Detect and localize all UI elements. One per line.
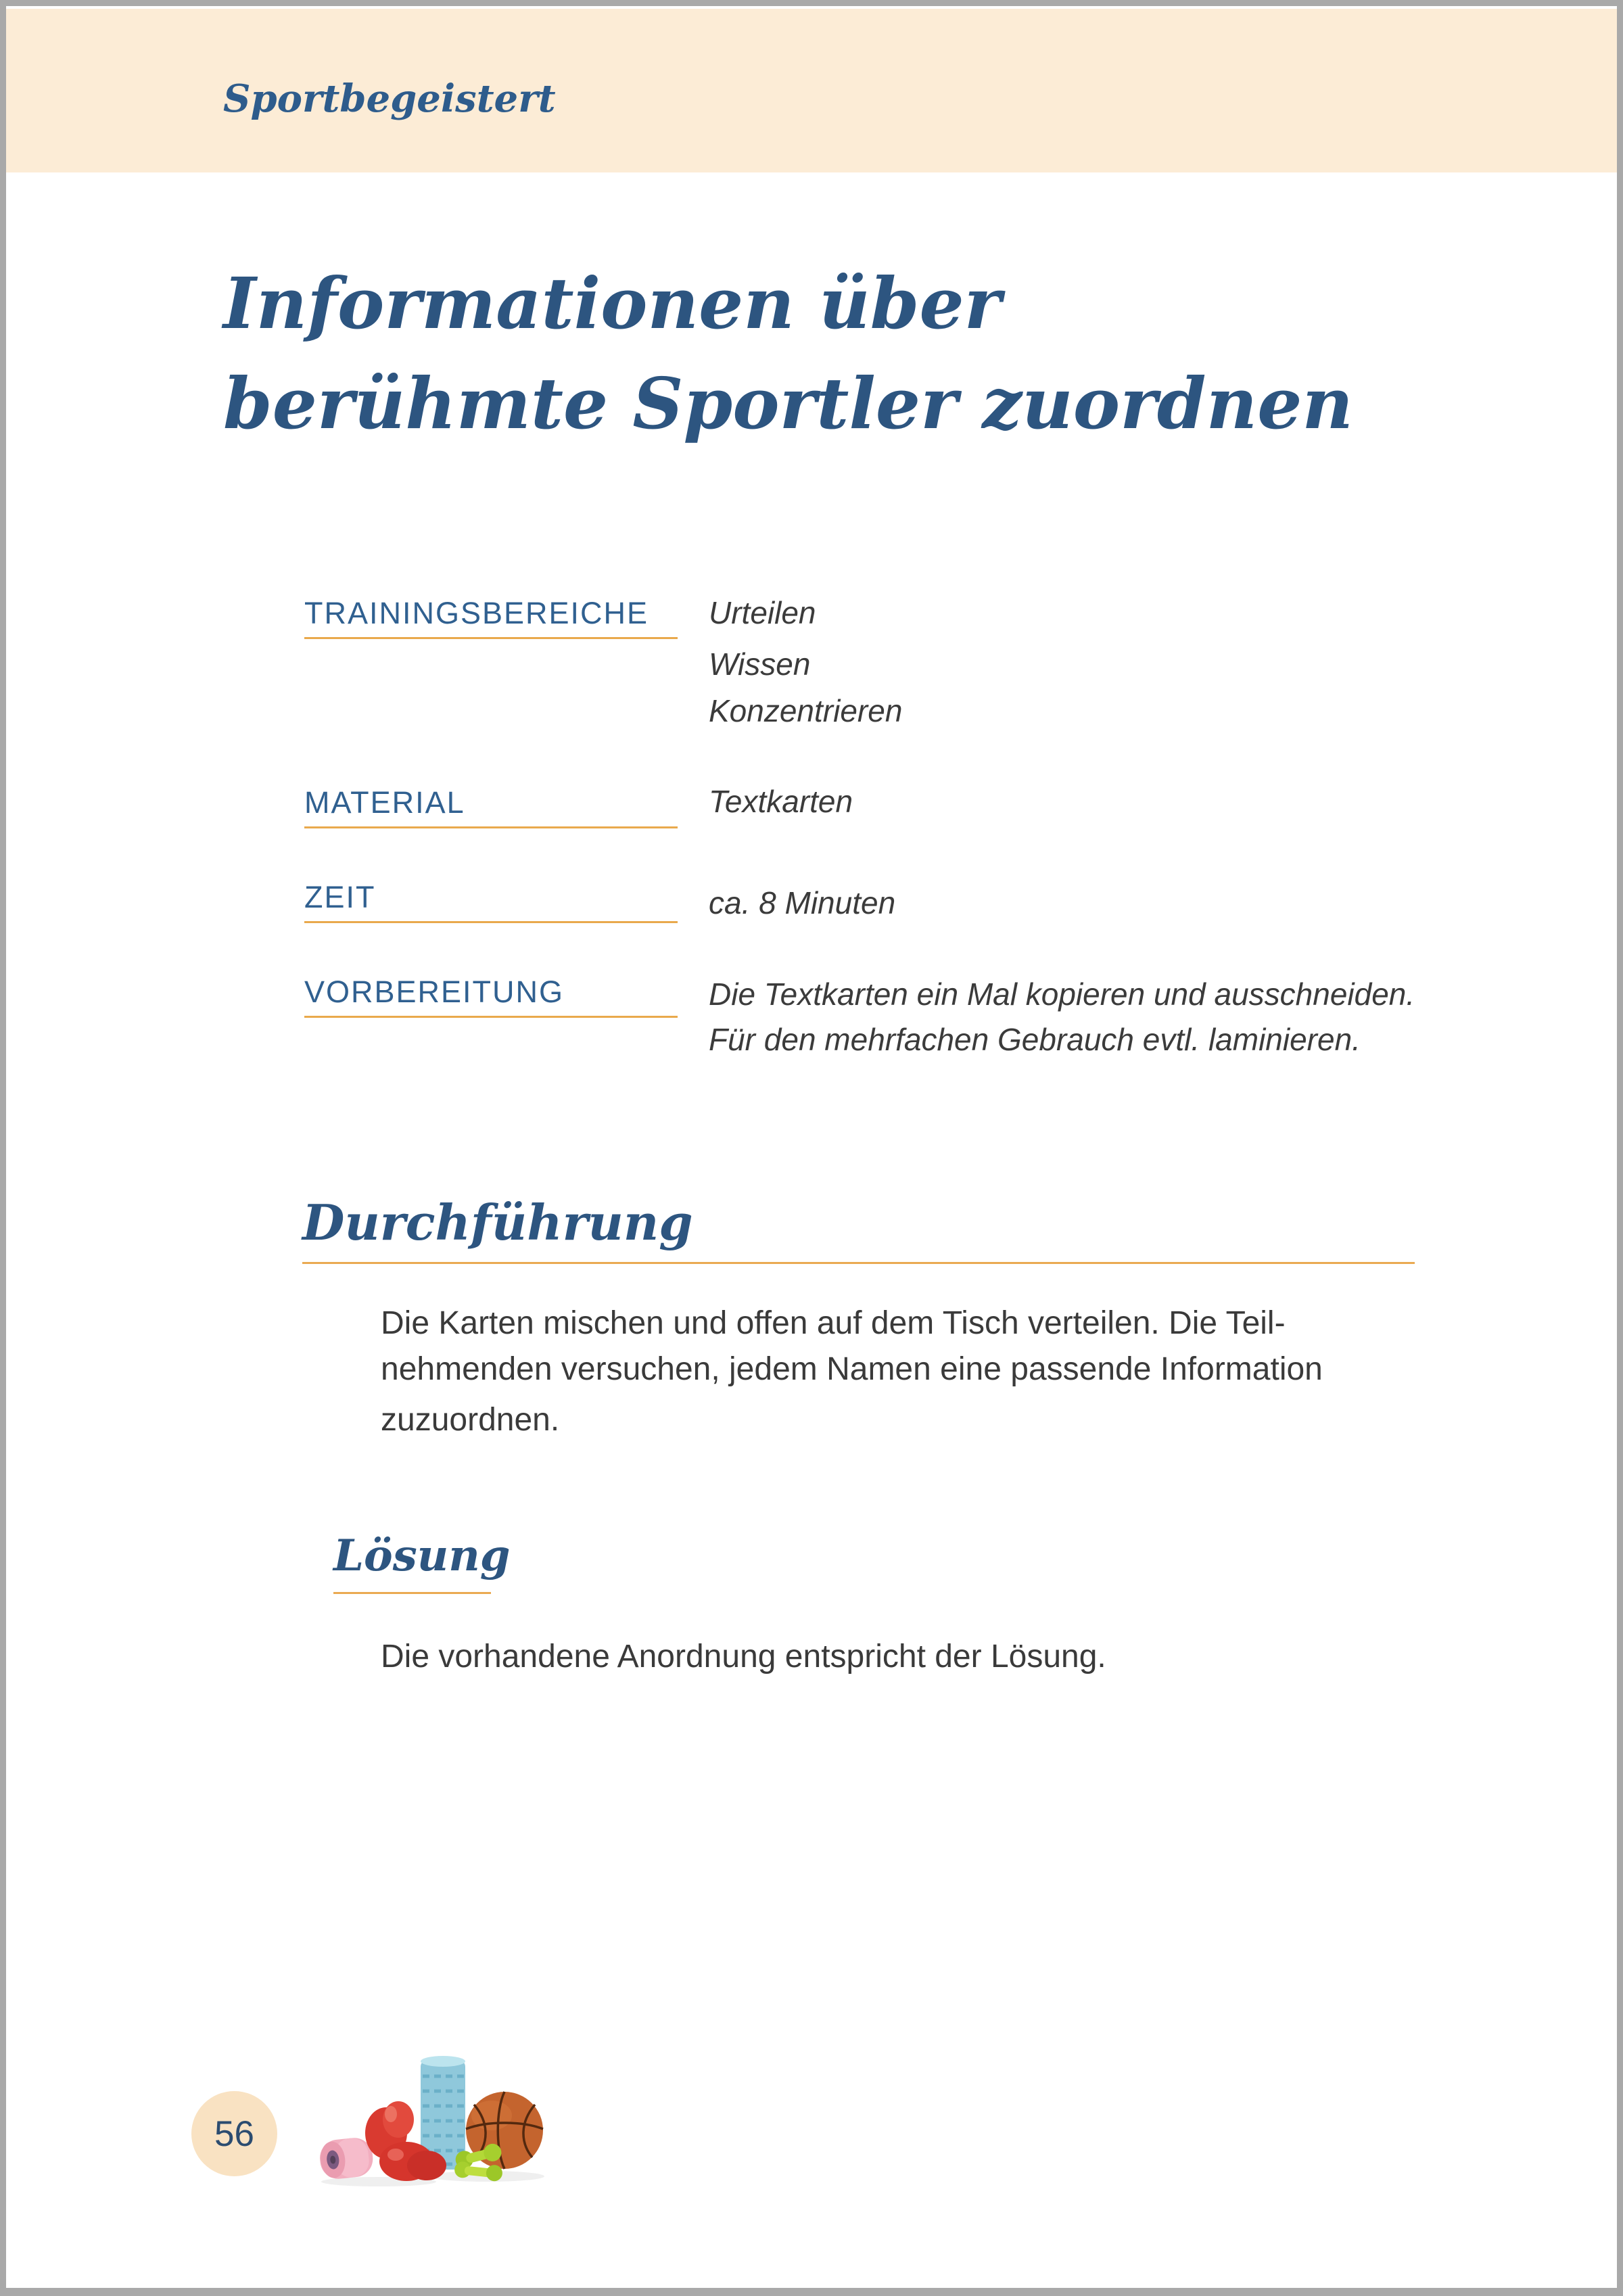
page-number-badge xyxy=(191,2091,277,2176)
section-rule xyxy=(302,1262,1415,1264)
meta-value: Konzentrieren xyxy=(709,693,903,728)
yoga-mat-icon xyxy=(318,2136,375,2181)
meta-value: Die Textkarten ein Mal kopieren und ausschneiden. xyxy=(709,977,1415,1012)
paragraph-line: nehmenden versuchen, jedem Namen eine passende Information xyxy=(381,1351,1323,1387)
page-number: 56 xyxy=(214,2113,254,2154)
header-band xyxy=(6,9,1617,172)
section-heading-durchfuehrung: Durchführung xyxy=(302,1194,693,1251)
meta-value: Urteilen xyxy=(709,595,816,630)
meta-value: Für den mehrfachen Gebrauch evtl. laminieren. xyxy=(709,1022,1361,1057)
meta-value: ca. 8 Minuten xyxy=(709,885,896,920)
page-title-line-2: berühmte Sportler zuordnen xyxy=(223,362,1354,445)
paragraph-line: Die vorhandene Anordnung entspricht der Lösung. xyxy=(381,1639,1106,1674)
meta-label-vorbereitung: VORBEREITUNG xyxy=(304,975,678,1018)
section-heading-loesung: Lösung xyxy=(333,1530,511,1581)
meta-label-trainingsbereiche: TRAININGSBEREICHE xyxy=(304,596,678,639)
paragraph-line: Die Karten mischen und offen auf dem Tisch verteilen. Die Teil- xyxy=(381,1305,1286,1341)
sports-equipment-photo xyxy=(314,2049,548,2188)
meta-value: Wissen xyxy=(709,647,811,682)
subsection-rule xyxy=(333,1592,491,1594)
page-title-line-1: Informationen über xyxy=(223,262,1002,345)
meta-value: Textkarten xyxy=(709,784,853,819)
meta-label-material: MATERIAL xyxy=(304,785,678,828)
page xyxy=(6,6,1617,2288)
paragraph-line: zuzuordnen. xyxy=(381,1402,560,1438)
meta-label-zeit: ZEIT xyxy=(304,880,678,923)
running-header: Sportbegeistert xyxy=(223,76,556,121)
page-title xyxy=(223,254,1353,454)
